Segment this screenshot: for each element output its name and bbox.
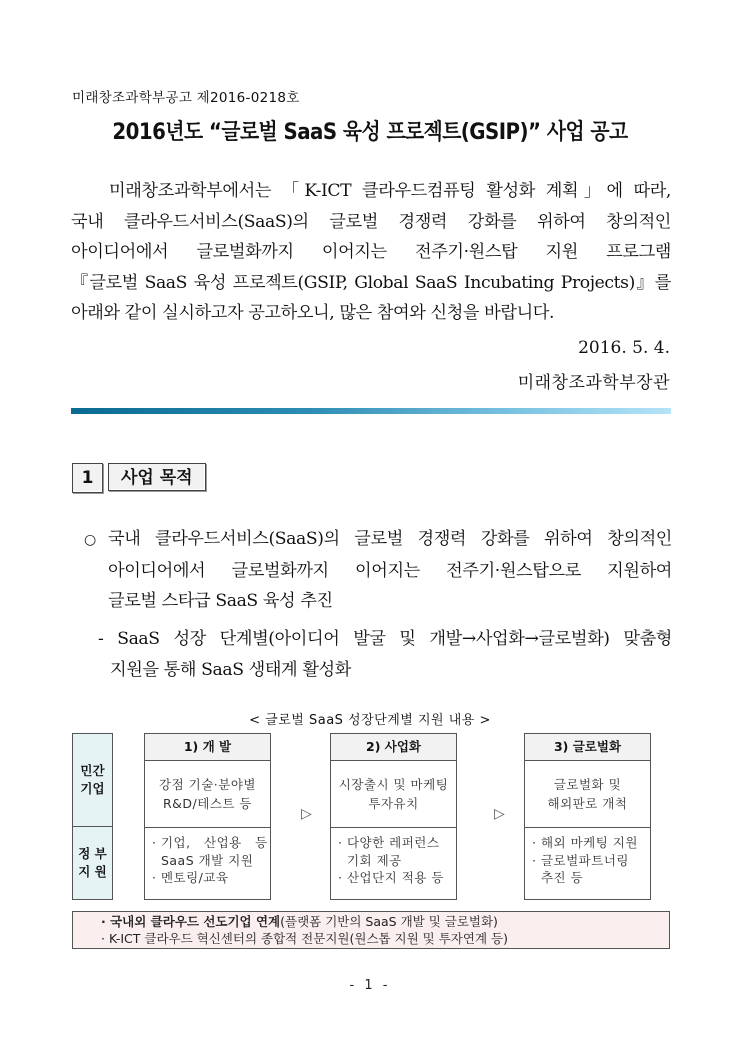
stage-title: 3) 글로벌화 — [525, 734, 650, 761]
intro-line: 아이디어에서 글로벌화까지 이어지는 전주기·원스탑 지원 프로그램 — [71, 242, 671, 263]
arrow-right-icon: ▷ — [301, 806, 312, 822]
circle-bullet-icon: ○ — [84, 532, 96, 548]
document-title: 2016년도 “글로벌 SaaS 육성 프로젝트(GSIP)” 사업 공고 — [112, 120, 628, 145]
signer: 미래창조과학부장관 — [517, 373, 670, 393]
stage-private-content: 강점 기술·분야별 R&D/테스트 등 — [145, 761, 270, 828]
purpose-subitem — [98, 624, 672, 685]
row-label-private: 민간 기업 — [72, 733, 113, 826]
dash-line: 지원을 통해 SaaS 생태계 활성화 — [110, 659, 351, 680]
stage-development — [144, 733, 271, 900]
stage-title: 2) 사업화 — [331, 734, 456, 761]
bullet-line: 아이디어에서 글로벌화까지 이어지는 전주기·원스탑으로 지원하여 — [108, 560, 672, 581]
section-number: 1 — [72, 463, 103, 493]
intro-paragraph — [71, 176, 671, 329]
stage-gov-content: · 해외 마케팅 지원 · 글로벌파트너링 추진 등 — [532, 835, 638, 885]
stage-globalization — [524, 733, 651, 900]
section-divider — [71, 408, 671, 414]
stage-gov-content: · 기업, 산업용 등 SaaS 개발 지원 · 멘토링/교육 — [152, 835, 268, 885]
stage-commercialization — [330, 733, 457, 900]
stage-private-content: 글로벌화 및 해외판로 개척 — [525, 761, 650, 828]
announcement-date: 2016. 5. 4. — [578, 338, 670, 358]
notice-number: 미래창조과학부공고 제2016-0218호 — [72, 90, 300, 106]
stage-gov-content: · 다양한 레퍼런스 기회 제공 · 산업단지 적용 등 — [338, 835, 444, 885]
bullet-line: ○ 국내 클라우드서비스(SaaS)의 글로벌 경쟁력 강화를 위하여 창의적인 — [84, 524, 672, 556]
diagram-caption: < 글로벌 SaaS 성장단계별 지원 내용 > — [249, 713, 491, 728]
stage-title: 1) 개 발 — [145, 734, 270, 761]
row-label-government: 정 부 지 원 — [72, 826, 113, 900]
note-line: · 국내외 클라우드 선도기업 연계(플랫폼 기반의 SaaS 개발 및 글로벌화) — [101, 914, 498, 929]
intro-line: 『글로벌 SaaS 육성 프로젝트(GSIP, Global SaaS Incubating Projects)』를 — [71, 272, 671, 293]
stage-private-content: 시장출시 및 마케팅 투자유치 — [331, 761, 456, 828]
intro-line: 국내 클라우드서비스(SaaS)의 글로벌 경쟁력 강화를 위하여 창의적인 — [71, 211, 671, 232]
section-title: 사업 목적 — [108, 463, 206, 491]
arrow-right-icon: ▷ — [494, 806, 505, 822]
dash-line: - SaaS 성장 단계별(아이디어 발굴 및 개발→사업화→글로벌화) 맞춤형 — [98, 629, 672, 649]
intro-line: 미래창조과학부에서는 「K-ICT 클라우드컴퓨팅 활성화 계획」에 따라, — [109, 181, 671, 201]
purpose-bullet — [84, 524, 672, 617]
note-line: · K-ICT 클라우드 혁신센터의 종합적 전문지원(원스톱 지원 및 투자연계 등) — [101, 931, 508, 946]
bullet-line: 글로벌 스타급 SaaS 육성 추진 — [108, 591, 333, 611]
support-notes-box — [72, 911, 670, 949]
page-number: - 1 - — [349, 978, 391, 993]
intro-line: 아래와 같이 실시하고자 공고하오니, 많은 참여와 신청을 바랍니다. — [71, 303, 555, 324]
